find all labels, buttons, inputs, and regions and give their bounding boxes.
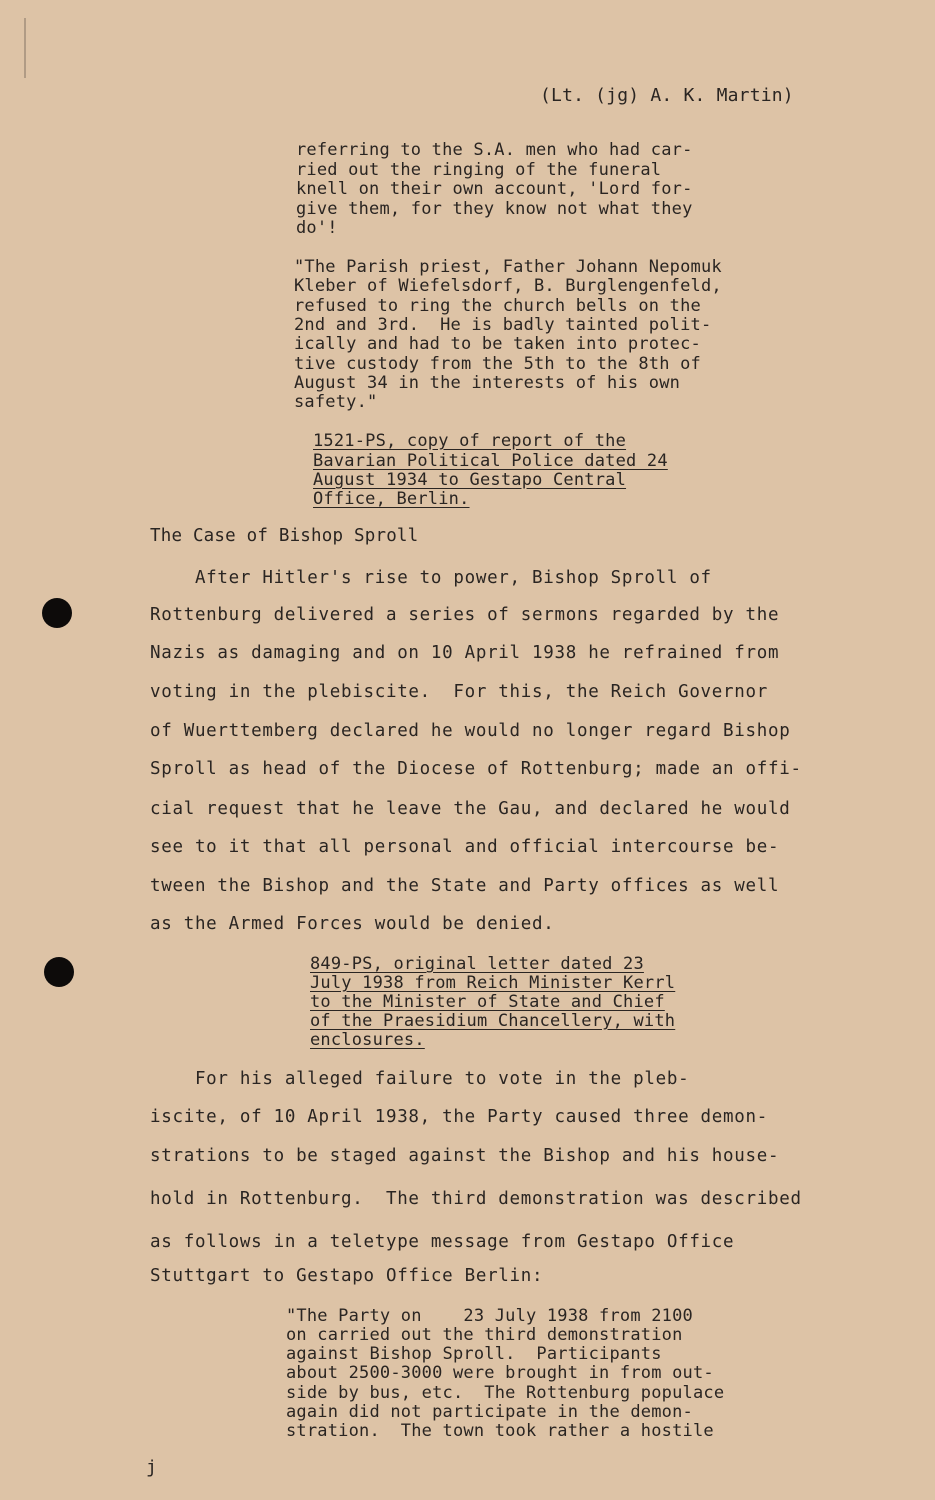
quote-line: on carried out the third demonstration bbox=[286, 1325, 683, 1345]
quote-line: against Bishop Sproll. Participants bbox=[286, 1344, 662, 1364]
paragraph-line: as the Armed Forces would be denied. bbox=[150, 914, 555, 934]
paragraph-line: cial request that he leave the Gau, and declared he would bbox=[150, 799, 791, 819]
paragraph-line: Rottenburg delivered a series of sermons regarded by the bbox=[150, 605, 780, 625]
quote-line: do'! bbox=[296, 218, 338, 238]
paragraph-line: Stuttgart to Gestapo Office Berlin: bbox=[150, 1266, 544, 1286]
paragraph-line: hold in Rottenburg. The third demonstration was described bbox=[150, 1189, 802, 1209]
quote-line: refused to ring the church bells on the bbox=[294, 296, 701, 316]
quote-line: "The Parish priest, Father Johann Nepomuk bbox=[294, 257, 722, 277]
paragraph-line: of Wuerttemberg declared he would no longer regard Bishop bbox=[150, 721, 791, 741]
attribution: (Lt. (jg) A. K. Martin) bbox=[540, 85, 794, 106]
citation-line: Bavarian Political Police dated 24 bbox=[313, 451, 668, 471]
paragraph-line: voting in the plebiscite. For this, the Reich Governor bbox=[150, 682, 768, 702]
paragraph-line: as follows in a teletype message from Gestapo Office bbox=[150, 1232, 735, 1252]
section-heading: The Case of Bishop Sproll bbox=[150, 526, 419, 546]
quote-line: August 34 in the interests of his own bbox=[294, 373, 681, 393]
citation-line: 849-PS, original letter dated 23 bbox=[310, 954, 644, 974]
citation-line: to the Minister of State and Chief bbox=[310, 992, 665, 1012]
punch-hole-top bbox=[42, 598, 72, 628]
citation-line: 1521-PS, copy of report of the bbox=[313, 431, 627, 451]
page-mark: j bbox=[146, 1457, 158, 1478]
quote-line: about 2500-3000 were brought in from out- bbox=[286, 1363, 714, 1383]
quote-line: "The Party on 23 July 1938 from 2100 bbox=[286, 1306, 693, 1326]
quote-line: ried out the ringing of the funeral bbox=[296, 160, 662, 180]
quote-line: tive custody from the 5th to the 8th of bbox=[294, 354, 701, 374]
citation-line: August 1934 to Gestapo Central bbox=[313, 470, 627, 490]
quote-line: referring to the S.A. men who had car- bbox=[296, 140, 693, 160]
quote-line: 2nd and 3rd. He is badly tainted polit- bbox=[294, 315, 712, 335]
citation-line: July 1938 from Reich Minister Kerrl bbox=[310, 973, 676, 993]
paragraph-line: Sproll as head of the Diocese of Rottenburg; made an offi- bbox=[150, 759, 802, 779]
quote-line: stration. The town took rather a hostile bbox=[286, 1421, 714, 1441]
citation-line: of the Praesidium Chancellery, with bbox=[310, 1011, 676, 1031]
quote-line: knell on their own account, 'Lord for- bbox=[296, 179, 693, 199]
paragraph-line: see to it that all personal and official intercourse be- bbox=[150, 837, 780, 857]
paragraph-line: Nazis as damaging and on 10 April 1938 he refrained from bbox=[150, 643, 780, 663]
quote-line: give them, for they know not what they bbox=[296, 199, 693, 219]
citation-line: Office, Berlin. bbox=[313, 489, 470, 509]
quote-line: side by bus, etc. The Rottenburg populace bbox=[286, 1383, 725, 1403]
paragraph-line: For his alleged failure to vote in the pleb- bbox=[150, 1069, 690, 1089]
quote-line: ically and had to be taken into protec- bbox=[294, 334, 701, 354]
paragraph-line: iscite, of 10 April 1938, the Party caused three demon- bbox=[150, 1107, 768, 1127]
left-edge-mark bbox=[24, 18, 26, 78]
paragraph-line: After Hitler's rise to power, Bishop Sproll of bbox=[150, 568, 712, 588]
citation-line: enclosures. bbox=[310, 1030, 425, 1050]
paragraph-line: strations to be staged against the Bishop and his house- bbox=[150, 1146, 780, 1166]
quote-line: again did not participate in the demon- bbox=[286, 1402, 693, 1422]
quote-line: Kleber of Wiefelsdorf, B. Burglengenfeld, bbox=[294, 276, 722, 296]
paragraph-line: tween the Bishop and the State and Party offices as well bbox=[150, 876, 780, 896]
quote-line: safety." bbox=[294, 392, 378, 412]
punch-hole-bottom bbox=[44, 957, 74, 987]
